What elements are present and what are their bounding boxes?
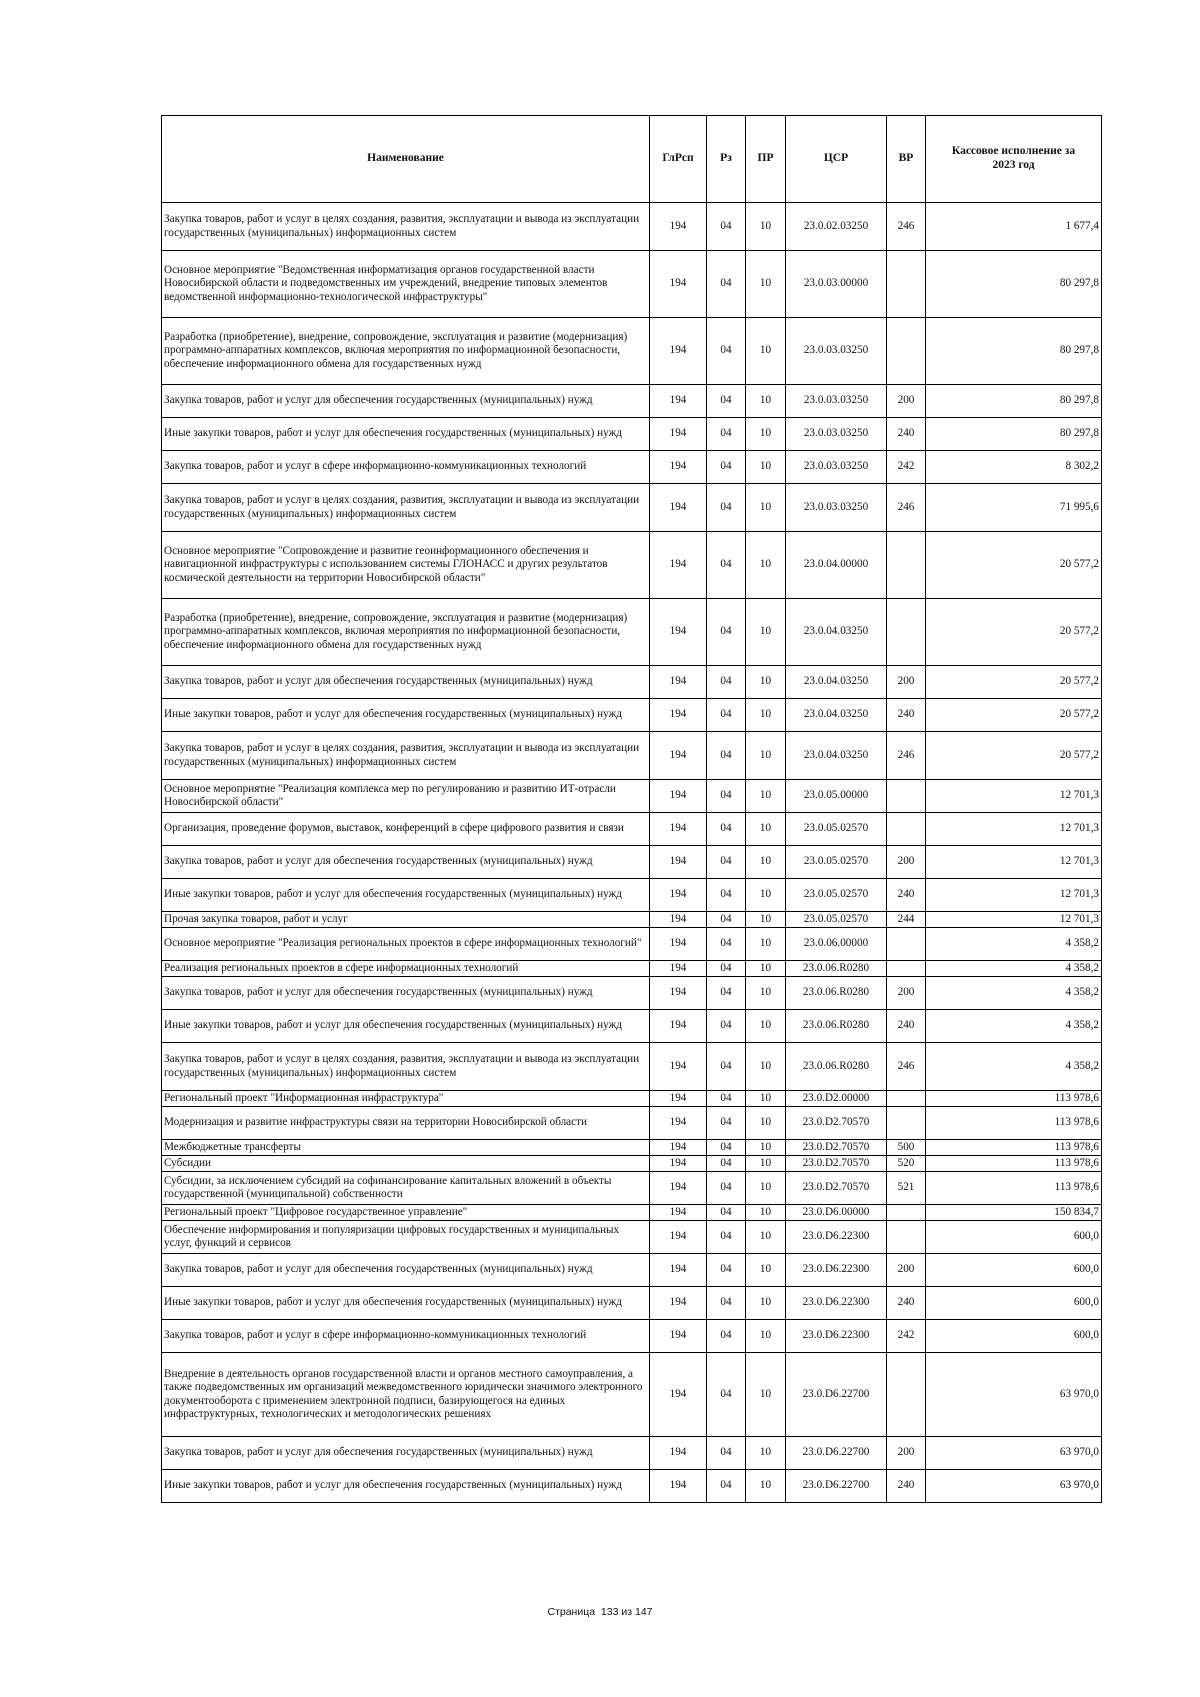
cell-rz: 04 [707,1353,746,1437]
cell-rz: 04 [707,1091,746,1107]
cell-csr: 23.0.03.03250 [786,484,887,532]
cell-pr: 10 [746,780,786,813]
cell-pr: 10 [746,879,786,912]
cell-pr: 10 [746,532,786,599]
cell-csr: 23.0.03.03250 [786,318,887,385]
cell-name: Иные закупки товаров, работ и услуг для обеспечения государственных (муниципальных) нужд [162,418,650,451]
cell-rz: 04 [707,418,746,451]
cell-sum: 600,0 [926,1287,1102,1320]
table-row [162,879,1102,912]
cell-csr: 23.0.06.R0280 [786,1010,887,1043]
cell-vr [887,251,926,318]
cell-pr: 10 [746,1172,786,1205]
table-row [162,1254,1102,1287]
cell-rz: 04 [707,846,746,879]
cell-glrsp: 194 [650,1221,707,1254]
cell-vr: 246 [887,484,926,532]
cell-pr: 10 [746,928,786,961]
cell-sum: 1 677,4 [926,203,1102,251]
cell-vr: 200 [887,1437,926,1470]
cell-name: Закупка товаров, работ и услуг в сфере информационно-коммуникационных технологий [162,451,650,484]
cell-vr: 521 [887,1172,926,1205]
page-total: 147 [634,1606,653,1618]
cell-sum: 113 978,6 [926,1107,1102,1140]
cell-vr [887,1353,926,1437]
cell-sum: 113 978,6 [926,1172,1102,1205]
cell-csr: 23.0.06.R0280 [786,961,887,977]
table-row [162,203,1102,251]
cell-vr: 200 [887,666,926,699]
cell-vr [887,1205,926,1221]
cell-vr: 246 [887,1043,926,1091]
cell-glrsp: 194 [650,385,707,418]
cell-pr: 10 [746,699,786,732]
cell-glrsp: 194 [650,961,707,977]
cell-pr: 10 [746,385,786,418]
cell-sum: 12 701,3 [926,879,1102,912]
cell-sum: 20 577,2 [926,666,1102,699]
cell-glrsp: 194 [650,1254,707,1287]
cell-glrsp: 194 [650,1156,707,1172]
cell-sum: 20 577,2 [926,532,1102,599]
cell-sum: 12 701,3 [926,846,1102,879]
table-row [162,732,1102,780]
cell-rz: 04 [707,732,746,780]
table-row [162,251,1102,318]
cell-name: Закупка товаров, работ и услуг в целях создания, развития, эксплуатации и вывода из эксплуатации государственных (муниципальных) информационных систем [162,484,650,532]
cell-glrsp: 194 [650,451,707,484]
cell-rz: 04 [707,699,746,732]
cell-glrsp: 194 [650,699,707,732]
cell-sum: 80 297,8 [926,385,1102,418]
cell-vr: 240 [887,418,926,451]
cell-name: Основное мероприятие "Реализация региональных проектов в сфере информационных технологий" [162,928,650,961]
cell-csr: 23.0.05.02570 [786,879,887,912]
cell-pr: 10 [746,599,786,666]
cell-name: Прочая закупка товаров, работ и услуг [162,912,650,928]
cell-vr: 246 [887,732,926,780]
cell-rz: 04 [707,780,746,813]
budget-execution-table [161,115,1102,1503]
cell-glrsp: 194 [650,251,707,318]
cell-sum: 20 577,2 [926,599,1102,666]
cell-csr: 23.0.04.03250 [786,699,887,732]
cell-glrsp: 194 [650,1010,707,1043]
cell-vr [887,599,926,666]
cell-sum: 20 577,2 [926,732,1102,780]
cell-name: Модернизация и развитие инфраструктуры связи на территории Новосибирской области [162,1107,650,1140]
cell-pr: 10 [746,1320,786,1353]
cell-sum: 63 970,0 [926,1470,1102,1503]
cell-glrsp: 194 [650,203,707,251]
table-row [162,1221,1102,1254]
table-row [162,912,1102,928]
cell-rz: 04 [707,666,746,699]
cell-name: Закупка товаров, работ и услуг в целях создания, развития, эксплуатации и вывода из эксплуатации государственных (муниципальных) информационных систем [162,203,650,251]
cell-name: Обеспечение информирования и популяризации цифровых государственных и муниципальных услуг, функций и сервисов [162,1221,650,1254]
cell-name: Закупка товаров, работ и услуг в целях создания, развития, эксплуатации и вывода из эксплуатации государственных (муниципальных) информационных систем [162,1043,650,1091]
cell-sum: 113 978,6 [926,1156,1102,1172]
cell-vr: 240 [887,699,926,732]
cell-vr: 242 [887,1320,926,1353]
cell-name: Иные закупки товаров, работ и услуг для обеспечения государственных (муниципальных) нужд [162,879,650,912]
cell-rz: 04 [707,451,746,484]
cell-vr [887,813,926,846]
cell-rz: 04 [707,813,746,846]
cell-csr: 23.0.D6.22700 [786,1353,887,1437]
cell-glrsp: 194 [650,1353,707,1437]
cell-csr: 23.0.D2.70570 [786,1172,887,1205]
cell-sum: 600,0 [926,1254,1102,1287]
cell-sum: 20 577,2 [926,699,1102,732]
cell-sum: 12 701,3 [926,780,1102,813]
cell-pr: 10 [746,732,786,780]
cell-glrsp: 194 [650,1043,707,1091]
table-row [162,813,1102,846]
cell-rz: 04 [707,251,746,318]
cell-vr: 200 [887,385,926,418]
cell-name: Субсидии [162,1156,650,1172]
cell-glrsp: 194 [650,318,707,385]
cell-sum: 63 970,0 [926,1353,1102,1437]
cell-csr: 23.0.04.03250 [786,732,887,780]
table-row [162,666,1102,699]
table-row [162,418,1102,451]
cell-glrsp: 194 [650,780,707,813]
table-row [162,846,1102,879]
cell-pr: 10 [746,912,786,928]
cell-name: Иные закупки товаров, работ и услуг для обеспечения государственных (муниципальных) нужд [162,1287,650,1320]
cell-pr: 10 [746,961,786,977]
cell-rz: 04 [707,1470,746,1503]
cell-name: Субсидии, за исключением субсидий на софинансирование капитальных вложений в объекты государственной (муниципальной) собственности [162,1172,650,1205]
header-rz: Рз [707,116,746,203]
cell-sum: 8 302,2 [926,451,1102,484]
cell-name: Основное мероприятие "Сопровождение и развитие геоинформационного обеспечения и навигационной инфраструктуры с использованием системы ГЛОНАСС и других результатов космической деятельности на территории Новосибирской области" [162,532,650,599]
cell-vr: 246 [887,203,926,251]
cell-csr: 23.0.D6.22300 [786,1254,887,1287]
cell-rz: 04 [707,1010,746,1043]
cell-sum: 63 970,0 [926,1437,1102,1470]
table-row [162,928,1102,961]
cell-pr: 10 [746,1091,786,1107]
cell-glrsp: 194 [650,418,707,451]
cell-rz: 04 [707,879,746,912]
cell-glrsp: 194 [650,1470,707,1503]
cell-sum: 80 297,8 [926,251,1102,318]
cell-csr: 23.0.D6.00000 [786,1205,887,1221]
cell-name: Внедрение в деятельность органов государственной власти и органов местного самоуправления, а также подведомственных им организаций межведомственного юридически значимого электронного документооборота с применением электронной подписи, базирующегося на единых инфраструктурных, технологических и методологических решениях [162,1353,650,1437]
cell-sum: 600,0 [926,1320,1102,1353]
cell-rz: 04 [707,385,746,418]
cell-vr: 244 [887,912,926,928]
cell-name: Закупка товаров, работ и услуг для обеспечения государственных (муниципальных) нужд [162,1437,650,1470]
cell-csr: 23.0.D6.22300 [786,1287,887,1320]
cell-csr: 23.0.02.03250 [786,203,887,251]
cell-name: Закупка товаров, работ и услуг в сфере информационно-коммуникационных технологий [162,1320,650,1353]
cell-sum: 12 701,3 [926,912,1102,928]
cell-glrsp: 194 [650,666,707,699]
cell-vr: 242 [887,451,926,484]
cell-name: Региональный проект "Цифровое государственное управление" [162,1205,650,1221]
header-vr: ВР [887,116,926,203]
cell-pr: 10 [746,1353,786,1437]
cell-glrsp: 194 [650,912,707,928]
cell-name: Закупка товаров, работ и услуг для обеспечения государственных (муниципальных) нужд [162,385,650,418]
cell-name: Закупка товаров, работ и услуг для обеспечения государственных (муниципальных) нужд [162,977,650,1010]
cell-glrsp: 194 [650,1437,707,1470]
table-row [162,1470,1102,1503]
cell-vr: 500 [887,1140,926,1156]
cell-pr: 10 [746,451,786,484]
cell-pr: 10 [746,318,786,385]
table-row [162,1353,1102,1437]
cell-vr [887,928,926,961]
cell-sum: 113 978,6 [926,1140,1102,1156]
cell-csr: 23.0.D2.70570 [786,1107,887,1140]
cell-vr: 520 [887,1156,926,1172]
cell-vr [887,961,926,977]
cell-pr: 10 [746,418,786,451]
cell-csr: 23.0.06.R0280 [786,1043,887,1091]
cell-pr: 10 [746,1470,786,1503]
cell-glrsp: 194 [650,599,707,666]
table-row [162,1172,1102,1205]
cell-vr: 240 [887,1287,926,1320]
cell-rz: 04 [707,1043,746,1091]
cell-vr [887,1221,926,1254]
cell-name: Межбюджетные трансферты [162,1140,650,1156]
header-sum: Кассовое исполнение за 2023 год [926,116,1102,203]
table-row [162,385,1102,418]
cell-rz: 04 [707,532,746,599]
cell-pr: 10 [746,1107,786,1140]
cell-name: Основное мероприятие "Реализация комплекса мер по регулированию и развитию ИТ-отрасли Новосибирской области" [162,780,650,813]
cell-rz: 04 [707,1320,746,1353]
cell-rz: 04 [707,928,746,961]
cell-pr: 10 [746,251,786,318]
cell-pr: 10 [746,813,786,846]
cell-rz: 04 [707,1156,746,1172]
cell-sum: 12 701,3 [926,813,1102,846]
cell-rz: 04 [707,1254,746,1287]
cell-glrsp: 194 [650,1091,707,1107]
page-of: из [621,1606,633,1618]
cell-csr: 23.0.03.03250 [786,418,887,451]
table-row [162,1320,1102,1353]
cell-pr: 10 [746,1254,786,1287]
table-row [162,780,1102,813]
cell-name: Закупка товаров, работ и услуг для обеспечения государственных (муниципальных) нужд [162,1254,650,1287]
cell-pr: 10 [746,1287,786,1320]
table-row [162,1140,1102,1156]
cell-vr: 240 [887,1010,926,1043]
cell-rz: 04 [707,1107,746,1140]
cell-pr: 10 [746,1140,786,1156]
cell-name: Региональный проект "Информационная инфраструктура" [162,1091,650,1107]
cell-csr: 23.0.03.00000 [786,251,887,318]
cell-vr [887,1107,926,1140]
cell-glrsp: 194 [650,1172,707,1205]
cell-rz: 04 [707,1221,746,1254]
cell-pr: 10 [746,977,786,1010]
cell-rz: 04 [707,961,746,977]
header-pr: ПР [746,116,786,203]
cell-vr: 240 [887,1470,926,1503]
cell-csr: 23.0.D6.22300 [786,1221,887,1254]
cell-pr: 10 [746,203,786,251]
cell-rz: 04 [707,1172,746,1205]
cell-sum: 4 358,2 [926,1010,1102,1043]
header-name: Наименование [162,116,650,203]
cell-csr: 23.0.D6.22300 [786,1320,887,1353]
cell-glrsp: 194 [650,732,707,780]
cell-glrsp: 194 [650,846,707,879]
cell-rz: 04 [707,1140,746,1156]
cell-glrsp: 194 [650,1140,707,1156]
cell-csr: 23.0.04.03250 [786,666,887,699]
cell-name: Иные закупки товаров, работ и услуг для обеспечения государственных (муниципальных) нужд [162,699,650,732]
table-row [162,1205,1102,1221]
table-row [162,1107,1102,1140]
cell-sum: 4 358,2 [926,961,1102,977]
cell-rz: 04 [707,318,746,385]
cell-pr: 10 [746,1221,786,1254]
table-row [162,699,1102,732]
cell-vr: 240 [887,879,926,912]
cell-pr: 10 [746,666,786,699]
cell-rz: 04 [707,484,746,532]
cell-csr: 23.0.04.00000 [786,532,887,599]
cell-pr: 10 [746,1043,786,1091]
cell-vr: 200 [887,977,926,1010]
table-row [162,318,1102,385]
cell-rz: 04 [707,1287,746,1320]
cell-csr: 23.0.03.03250 [786,385,887,418]
table-row [162,1091,1102,1107]
cell-name: Закупка товаров, работ и услуг для обеспечения государственных (муниципальных) нужд [162,846,650,879]
cell-name: Реализация региональных проектов в сфере информационных технологий [162,961,650,977]
cell-sum: 4 358,2 [926,1043,1102,1091]
cell-vr [887,1091,926,1107]
cell-rz: 04 [707,599,746,666]
table-row [162,1287,1102,1320]
cell-csr: 23.0.05.02570 [786,813,887,846]
header-glrsp: ГлРсп [650,116,707,203]
cell-pr: 10 [746,846,786,879]
cell-sum: 113 978,6 [926,1091,1102,1107]
cell-vr [887,780,926,813]
cell-pr: 10 [746,1205,786,1221]
cell-glrsp: 194 [650,813,707,846]
table-row [162,1043,1102,1091]
header-csr: ЦСР [786,116,887,203]
cell-pr: 10 [746,484,786,532]
cell-vr: 200 [887,1254,926,1287]
table-row [162,532,1102,599]
cell-sum: 80 297,8 [926,418,1102,451]
cell-sum: 150 834,7 [926,1205,1102,1221]
header-row [162,116,1102,203]
cell-csr: 23.0.D2.00000 [786,1091,887,1107]
cell-csr: 23.0.D6.22700 [786,1437,887,1470]
cell-csr: 23.0.05.02570 [786,846,887,879]
page-footer [0,1606,1200,1618]
cell-pr: 10 [746,1010,786,1043]
cell-name: Закупка товаров, работ и услуг для обеспечения государственных (муниципальных) нужд [162,666,650,699]
cell-csr: 23.0.06.R0280 [786,977,887,1010]
cell-name: Разработка (приобретение), внедрение, сопровождение, эксплуатация и развитие (модернизация) программно-аппаратных комплексов, включая мероприятия по информационной безопасности, обеспечение информационного обмена для государственных нужд [162,318,650,385]
table-body [162,203,1102,1503]
cell-csr: 23.0.05.02570 [786,912,887,928]
cell-name: Закупка товаров, работ и услуг в целях создания, развития, эксплуатации и вывода из эксплуатации государственных (муниципальных) информационных систем [162,732,650,780]
cell-sum: 600,0 [926,1221,1102,1254]
cell-glrsp: 194 [650,532,707,599]
cell-csr: 23.0.D6.22700 [786,1470,887,1503]
cell-rz: 04 [707,912,746,928]
cell-rz: 04 [707,1437,746,1470]
cell-rz: 04 [707,1205,746,1221]
cell-glrsp: 194 [650,484,707,532]
table-row [162,599,1102,666]
table-header [162,116,1102,203]
cell-name: Иные закупки товаров, работ и услуг для обеспечения государственных (муниципальных) нужд [162,1470,650,1503]
cell-vr [887,532,926,599]
cell-glrsp: 194 [650,1320,707,1353]
table-row [162,484,1102,532]
cell-name: Организация, проведение форумов, выставок, конференций в сфере цифрового развития и связи [162,813,650,846]
table-row [162,961,1102,977]
page-label: Страница [547,1606,596,1618]
cell-name: Основное мероприятие "Ведомственная информатизация органов государственной власти Новосибирской области и подведомственных им учреждений, внедрение типовых элементов ведомственной информационно-технологической инфраструктуры" [162,251,650,318]
cell-sum: 4 358,2 [926,928,1102,961]
cell-rz: 04 [707,977,746,1010]
cell-name: Разработка (приобретение), внедрение, сопровождение, эксплуатация и развитие (модернизация) программно-аппаратных комплексов, включая мероприятия по информационной безопасности, обеспечение информационного обмена для государственных нужд [162,599,650,666]
cell-csr: 23.0.06.00000 [786,928,887,961]
cell-pr: 10 [746,1437,786,1470]
cell-glrsp: 194 [650,1107,707,1140]
cell-glrsp: 194 [650,879,707,912]
cell-csr: 23.0.D2.70570 [786,1140,887,1156]
cell-sum: 80 297,8 [926,318,1102,385]
table-row [162,451,1102,484]
cell-csr: 23.0.04.03250 [786,599,887,666]
table-row [162,1010,1102,1043]
cell-csr: 23.0.D2.70570 [786,1156,887,1172]
table-row [162,1156,1102,1172]
cell-glrsp: 194 [650,1205,707,1221]
cell-vr [887,318,926,385]
cell-pr: 10 [746,1156,786,1172]
cell-rz: 04 [707,203,746,251]
table-row [162,1437,1102,1470]
cell-vr: 200 [887,846,926,879]
table-row [162,977,1102,1010]
cell-glrsp: 194 [650,977,707,1010]
cell-sum: 71 995,6 [926,484,1102,532]
cell-name: Иные закупки товаров, работ и услуг для обеспечения государственных (муниципальных) нужд [162,1010,650,1043]
cell-sum: 4 358,2 [926,977,1102,1010]
cell-csr: 23.0.03.03250 [786,451,887,484]
page-number: 133 [600,1606,619,1618]
cell-glrsp: 194 [650,928,707,961]
cell-csr: 23.0.05.00000 [786,780,887,813]
cell-glrsp: 194 [650,1287,707,1320]
